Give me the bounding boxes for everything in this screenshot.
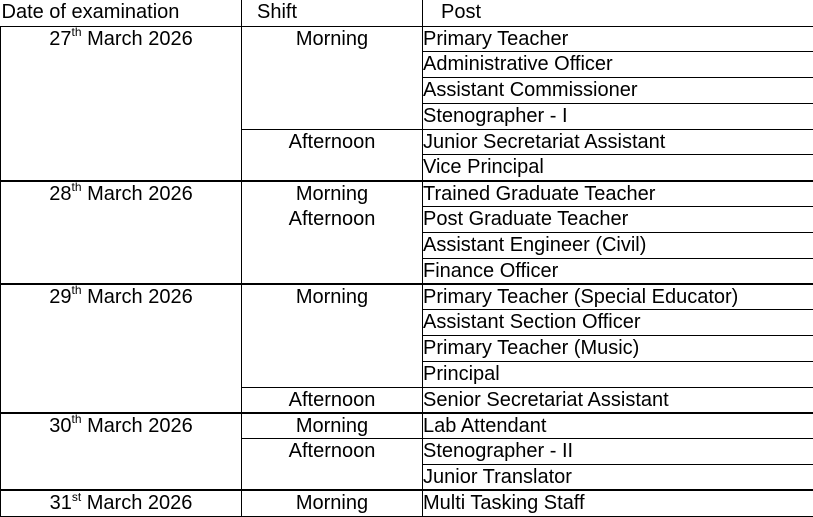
post-cell: Trained Graduate Teacher [423, 181, 813, 207]
post-cell: Primary Teacher (Music) [423, 336, 813, 362]
header-date: Date of examination [1, 0, 242, 26]
header-shift: Shift [242, 0, 423, 26]
header-post: Post [423, 0, 813, 26]
post-cell: Finance Officer [423, 258, 813, 284]
table-row [1, 284, 813, 310]
header-row [1, 0, 813, 26]
table-row [1, 413, 813, 439]
date-cell: 27th March 2026 [1, 26, 242, 181]
post-cell: Primary Teacher (Special Educator) [423, 284, 813, 310]
date-cell: 29th March 2026 [1, 284, 242, 413]
post-cell: Stenographer - II [423, 439, 813, 465]
date-cell: 31st March 2026 [1, 490, 242, 516]
table-row [1, 26, 813, 52]
post-cell: Principal [423, 361, 813, 387]
table-row [1, 181, 813, 207]
post-cell: Administrative Officer [423, 52, 813, 78]
post-cell: Primary Teacher [423, 26, 813, 52]
post-cell: Post Graduate Teacher [423, 207, 813, 233]
post-cell: Stenographer - I [423, 103, 813, 129]
shift-cell: Afternoon [242, 129, 423, 181]
post-cell: Assistant Commissioner [423, 78, 813, 104]
post-cell: Vice Principal [423, 155, 813, 181]
date-cell: 28th March 2026 [1, 181, 242, 284]
post-cell: Junior Secretariat Assistant [423, 129, 813, 155]
table-row [1, 490, 813, 516]
shift-cell: Afternoon [242, 387, 423, 413]
shift-cell: Afternoon [242, 207, 423, 284]
post-cell: Assistant Engineer (Civil) [423, 232, 813, 258]
post-cell: Junior Translator [423, 465, 813, 491]
post-cell: Multi Tasking Staff [423, 490, 813, 516]
shift-cell: Morning [242, 26, 423, 129]
post-cell: Lab Attendant [423, 413, 813, 439]
shift-cell: Afternoon [242, 439, 423, 491]
shift-cell: Morning [242, 490, 423, 516]
date-cell: 30th March 2026 [1, 413, 242, 490]
shift-cell: Morning [242, 284, 423, 387]
post-cell: Assistant Section Officer [423, 310, 813, 336]
shift-cell: Morning [242, 181, 423, 207]
post-cell: Senior Secretariat Assistant [423, 387, 813, 413]
shift-cell: Morning [242, 413, 423, 439]
